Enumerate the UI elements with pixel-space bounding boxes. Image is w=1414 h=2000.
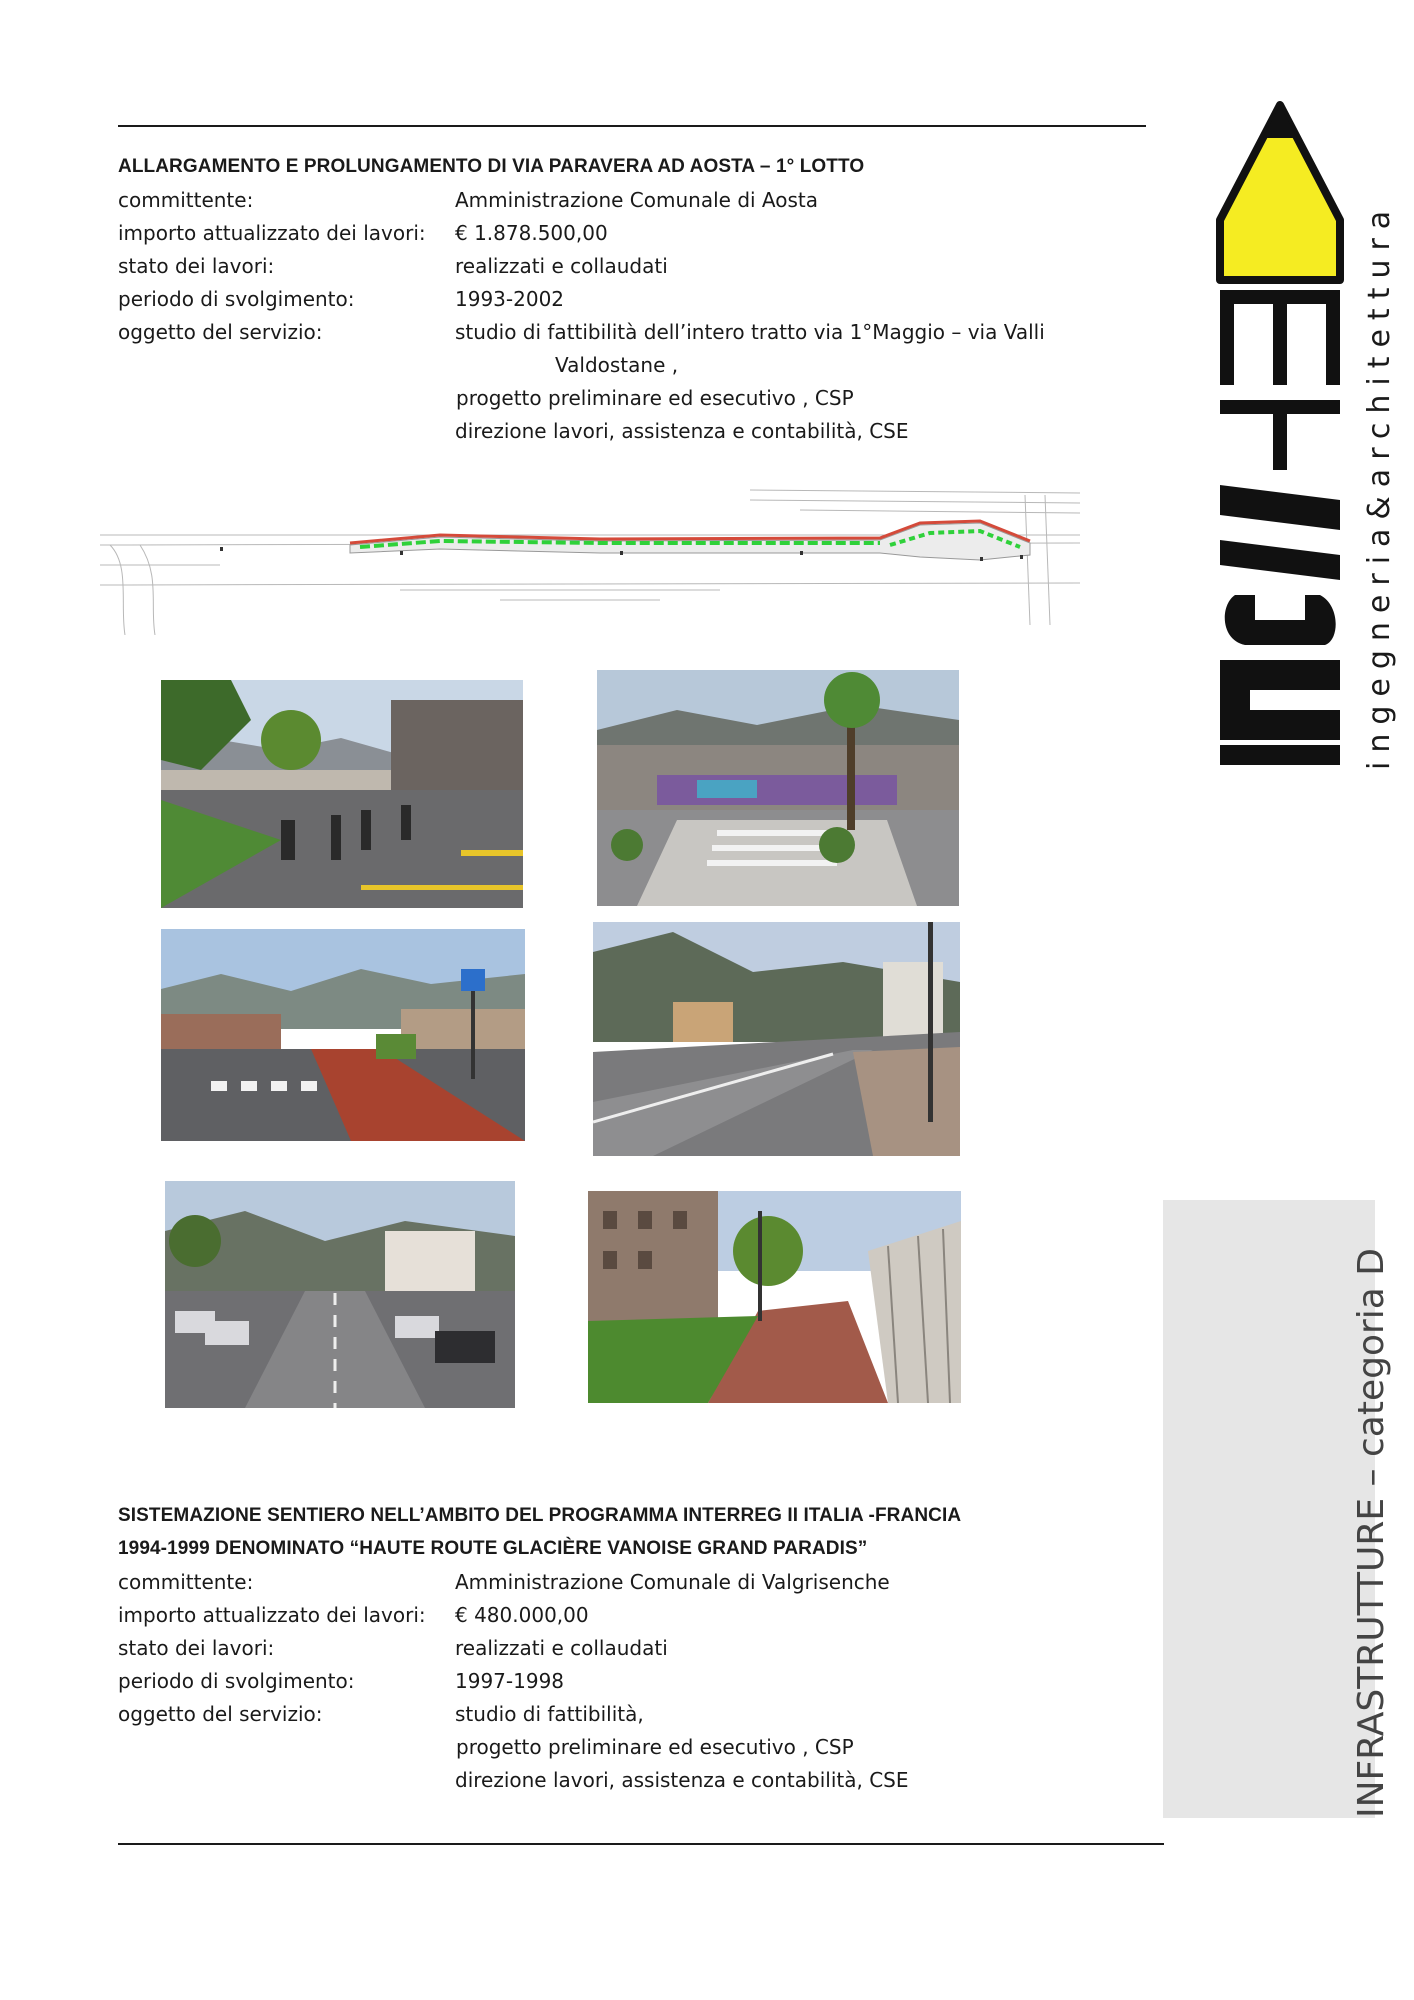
project1-committente-value: Amministrazione Comunale di Aosta bbox=[455, 188, 819, 212]
project2-periodo-label: periodo di svolgimento: bbox=[118, 1669, 355, 1693]
project2-importo-label: importo attualizzato dei lavori: bbox=[118, 1603, 426, 1627]
photo-road-sidewalk bbox=[593, 922, 960, 1156]
project2-stato-value: realizzati e collaudati bbox=[455, 1636, 668, 1660]
project2-oggetto-cont-2: direzione lavori, assistenza e contabilità, CSE bbox=[455, 1768, 909, 1792]
project2-stato-label: stato dei lavori: bbox=[118, 1636, 275, 1660]
project2-committente-value: Amministrazione Comunale di Valgrisenche bbox=[455, 1570, 890, 1594]
project1-periodo-value: 1993-2002 bbox=[455, 287, 565, 311]
project1-stato-value: realizzati e collaudati bbox=[455, 254, 668, 278]
logo-subtitle: ingegneria&architettura bbox=[1362, 201, 1397, 770]
project2-oggetto-value: studio di fattibilità, bbox=[455, 1702, 644, 1726]
project1-stato-label: stato dei lavori: bbox=[118, 254, 275, 278]
project1-oggetto-cont-1: Valdostane , bbox=[555, 353, 679, 377]
project1-periodo-label: periodo di svolgimento: bbox=[118, 287, 355, 311]
photo-road-parking bbox=[165, 1181, 515, 1408]
project2-oggetto-cont-1: progetto preliminare ed esecutivo , CSP bbox=[456, 1735, 854, 1759]
company-logo bbox=[1215, 100, 1345, 770]
project1-title: ALLARGAMENTO E PROLUNGAMENTO DI VIA PARAVERA AD AOSTA – 1° LOTTO bbox=[118, 156, 865, 177]
project2-committente-label: committente: bbox=[118, 1570, 254, 1594]
photo-sidewalk-fence bbox=[588, 1191, 961, 1403]
project1-oggetto-cont-3: direzione lavori, assistenza e contabilità, CSE bbox=[455, 419, 909, 443]
project2-oggetto-label: oggetto del servizio: bbox=[118, 1702, 323, 1726]
project2-importo-value: € 480.000,00 bbox=[455, 1603, 589, 1627]
project1-importo-value: € 1.878.500,00 bbox=[455, 221, 608, 245]
top-divider bbox=[118, 125, 1146, 127]
photo-road-bike-lane bbox=[161, 929, 525, 1141]
project1-oggetto-cont-2: progetto preliminare ed esecutivo , CSP bbox=[456, 386, 854, 410]
photo-parking-bikes bbox=[161, 680, 523, 908]
project1-importo-label: importo attualizzato dei lavori: bbox=[118, 221, 426, 245]
project1-oggetto-value: studio di fattibilità dell’intero tratto via 1°Maggio – via Valli bbox=[455, 320, 1045, 344]
photo-crosswalk-graffiti bbox=[597, 670, 959, 906]
project2-title-line2: 1994-1999 DENOMINATO “HAUTE ROUTE GLACIÈRE VANOISE GRAND PARADIS” bbox=[118, 1538, 868, 1559]
project2-periodo-value: 1997-1998 bbox=[455, 1669, 565, 1693]
site-plan-drawing bbox=[100, 485, 1080, 635]
category-label: INFRASTRUTTURE – categoria D bbox=[1351, 1247, 1392, 1818]
project1-committente-label: committente: bbox=[118, 188, 254, 212]
project1-oggetto-label: oggetto del servizio: bbox=[118, 320, 323, 344]
project2-title-line1: SISTEMAZIONE SENTIERO NELL’AMBITO DEL PROGRAMMA INTERREG II ITALIA -FRANCIA bbox=[118, 1505, 962, 1526]
category-sidebar bbox=[1163, 1200, 1375, 1818]
bottom-divider bbox=[118, 1843, 1164, 1845]
